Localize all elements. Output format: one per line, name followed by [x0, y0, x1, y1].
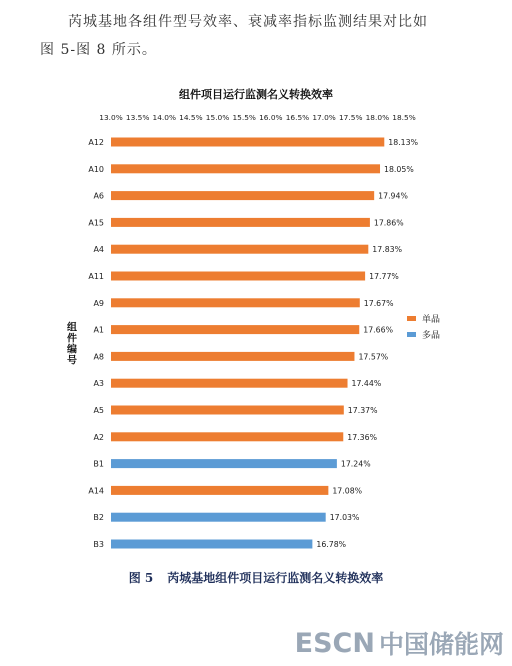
y-axis-label-char: 号: [67, 355, 77, 367]
category-label: A11: [88, 272, 104, 281]
legend-label: 单晶: [422, 315, 441, 325]
x-tick-label: 14.5%: [179, 113, 203, 122]
category-label: A1: [93, 325, 104, 335]
x-tick-label: 13.5%: [125, 113, 150, 122]
bar: [111, 352, 354, 361]
x-tick-label: 15.5%: [232, 113, 256, 122]
bar: [111, 540, 312, 549]
data-label: 17.03%: [329, 513, 360, 523]
category-label: B3: [93, 540, 104, 549]
caption-number: 图 5: [128, 571, 154, 585]
category-label: A15: [88, 218, 104, 228]
x-tick-label: 14.0%: [152, 113, 177, 122]
legend-label: 多晶: [422, 331, 441, 341]
category-label: B1: [93, 459, 104, 469]
x-tick-label: 18.5%: [392, 113, 416, 122]
x-tick-label: 16.5%: [285, 113, 310, 122]
category-label: A12: [88, 138, 104, 147]
data-label: 17.66%: [363, 325, 393, 335]
y-axis-label-char: 组: [67, 322, 77, 334]
caption-text: 芮城基地组件项目运行监测名义转换效率: [167, 571, 384, 585]
data-label: 17.94%: [378, 191, 408, 201]
data-label: 17.44%: [351, 379, 382, 389]
bar: [111, 164, 380, 173]
intro-line-1: 芮城基地各组件型号效率、衰减率指标监测结果对比如: [68, 14, 428, 30]
watermark-en: ESCN: [294, 627, 375, 659]
data-label: 18.13%: [388, 138, 419, 147]
bar: [111, 379, 348, 388]
bar: [111, 432, 343, 441]
efficiency-bar-chart: [0, 82, 512, 562]
data-label: 17.86%: [373, 218, 404, 228]
x-tick-label: 17.0%: [312, 113, 336, 122]
bar: [111, 218, 370, 227]
legend: [407, 313, 440, 341]
category-label: A8: [93, 352, 104, 362]
category-label: A4: [93, 245, 104, 255]
category-label: B2: [93, 513, 104, 523]
bar: [111, 406, 344, 415]
escn-watermark: [295, 625, 504, 661]
data-label: 18.05%: [384, 164, 414, 174]
bar: [111, 513, 326, 522]
category-label: A2: [93, 432, 104, 442]
bar: [111, 486, 328, 495]
x-tick-label: 16.0%: [259, 113, 283, 122]
legend-swatch: [407, 316, 416, 321]
y-axis-label-char: 件: [67, 333, 77, 345]
bar: [111, 138, 384, 147]
data-label: 17.83%: [372, 245, 403, 255]
data-label: 17.77%: [369, 272, 399, 281]
category-label: A10: [88, 164, 104, 174]
bar: [111, 272, 365, 281]
category-label: A14: [88, 486, 104, 496]
bar: [111, 191, 374, 200]
y-axis-label: [66, 321, 77, 367]
x-tick-label: 13.0%: [99, 113, 123, 122]
data-label: 17.67%: [363, 298, 394, 308]
bar: [111, 298, 360, 307]
chart-title: 组件项目运行监测名义转换效率: [179, 88, 333, 101]
intro-paragraph: [40, 8, 496, 64]
figure-caption: [0, 569, 512, 586]
data-label: 17.37%: [347, 406, 378, 415]
data-label: 17.57%: [358, 352, 389, 362]
category-label: A9: [93, 298, 104, 308]
x-tick-label: 18.0%: [365, 113, 390, 122]
x-tick-label: 17.5%: [338, 113, 363, 122]
legend-swatch: [407, 332, 416, 337]
x-axis-ticks: [99, 113, 415, 122]
watermark-cn: 中国储能网: [378, 630, 504, 659]
x-tick-label: 15.0%: [205, 113, 230, 122]
category-label: A5: [93, 406, 104, 415]
y-axis-label-char: 编: [67, 344, 77, 356]
bar: [111, 325, 359, 334]
bar: [111, 459, 337, 468]
bars: [88, 138, 418, 550]
category-label: A3: [93, 379, 104, 389]
intro-line-2: 图 5-图 8 所示。: [40, 42, 157, 58]
data-label: 17.08%: [332, 486, 363, 496]
data-label: 17.24%: [340, 459, 371, 469]
data-label: 17.36%: [347, 432, 378, 442]
data-label: 16.78%: [316, 540, 347, 549]
bar: [111, 245, 368, 254]
category-label: A6: [93, 191, 104, 201]
